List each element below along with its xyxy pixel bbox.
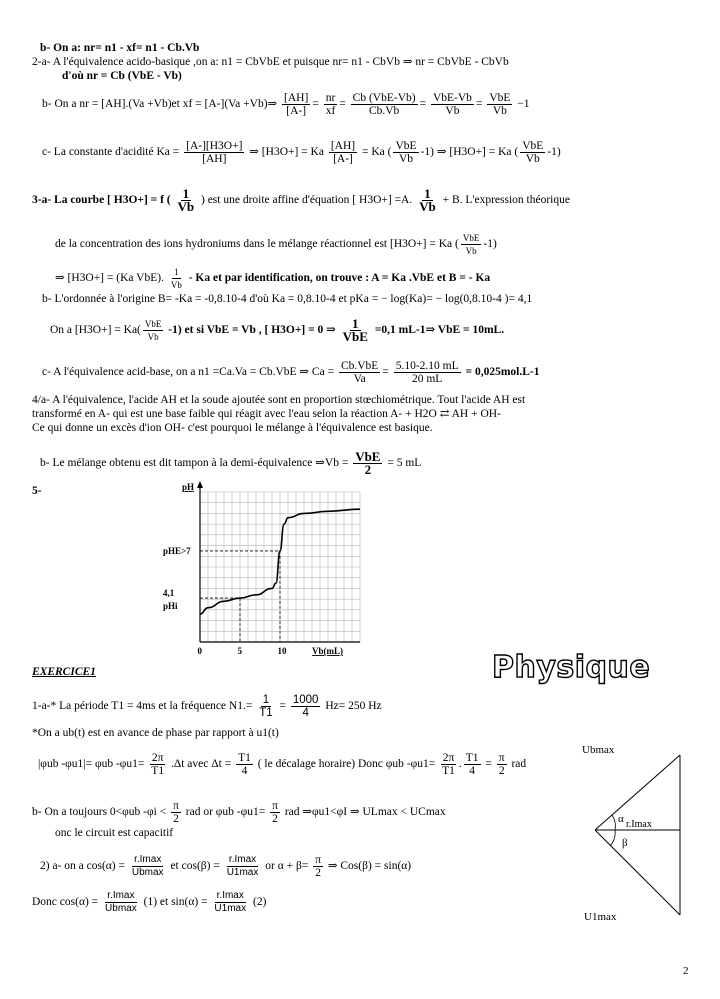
line-4b: b- Le mélange obtenu est dit tampon à la demi-équivalence ⇒Vb = $\frac{\text{VbE}}{2}$ = 5 mL [40,449,422,477]
label-beta: β [622,837,628,849]
x-tick-label: 10 [277,646,287,656]
y-annotation-label: 4,1 [163,588,175,599]
line-3c: c- A l'équivalence acid-base, on a n1 =Ca.Va = Cb.VbE ⇒ Ca = $\frac{\text{Cb.VbE}}{Va}$ = $\frac{5.10-2.10 mL}{20 mL}$ = 0,025mol.L-1 [42,360,540,385]
line-p4: b- On a toujours 0<φub -φi < $\frac{\pi}{2}$ rad or φub -φu1= $\frac{\pi}{2}$ rad ⇒φu1<φI ⇒ ULmax < UCmax [32,800,446,825]
line-p6: 2) a- on a cos(α) = $\frac{r.Imax}{Ubmax}$ et cos(β) = $\frac{r.Imax}{U1\max}$ or α + β= $\frac{\pi}{2}$ ⇒ Cos(β) = sin(α) [40,854,412,879]
line-4a-3: Ce qui donne un excès d'ion OH- c'est pourquoi le mélange à l'équivalence est basique. [32,422,433,434]
vector-triangle [582,744,700,925]
x-tick-label: 5 [237,646,242,656]
y-annotation-label: pHE>7 [163,545,191,556]
line-p3: |φub -φu1|= φub -φu1= $\frac{2\pi}{T1}$ .Δt avec Δt = $\frac{T1}{4}$ ( le décalage horaire) Donc φub -φu1= $\frac{2\pi}{T1}$ . $\frac{T1}{4}$ = $\frac{\pi}{2}$ rad [38,752,527,777]
x-tick-label: 0 [197,646,202,656]
label-alpha: α [618,813,624,825]
y-axis-label: pH [182,482,195,492]
line-2c: c- La constante d'acidité Ka = $\frac{[A-][H3O+]}{[AH]}$ ⇒ [H3O+] = Ka $\frac{[AH]}{[A-]}$ = Ka ( $\frac{\text{VbE}}{Vb}$ -1) ⇒ [H3O+] = Ka ( $\frac{\text{VbE}}{Vb}$ -1) [42,140,561,165]
angle-beta-arc [610,830,615,846]
line-3a-ident: ⇒ [H3O+] = (Ka VbE). $\frac{1}{Vb}$ - Ka et par identification, on trouve : A = Ka .VbE et B = - Ka [55,267,491,290]
page-number: 2 [683,965,689,977]
line-p5: onc le circuit est capacitif [55,827,174,839]
y-annotation-label: pHi [163,601,178,612]
titration-chart [160,478,360,658]
line-3a: 3-a- La courbe [ H3O+] = f ( $\frac{1}{Vb}$ ) est une droite affine d'équation [ H3O+] =A. $\frac{1}{Vb}$ + B. L'expression théorique [32,186,570,214]
line-p7: Donc cos(α) = $\frac{r.Imax}{Ubmax}$ (1) et sin(α) = $\frac{r.Imax}{U1\max}$ (2) [32,890,267,914]
line-nr: b- On a: nr= n1 - xf= n1 - Cb.Vb [40,42,200,54]
exercise-title: EXERCICE1 [32,666,96,678]
x-axis-label: Vb(mL) [312,646,343,656]
line-p2: *On a ub(t) est en avance de phase par rapport à u1(t) [32,727,279,739]
line-4a: 4/a- A l'équivalence, l'acide AH et la soude ajoutée sont en proportion stœchiométrique. Tout l'acide AH est [32,394,526,406]
label-u1max: U1max [584,911,617,923]
label-ubmax: Ubmax [582,744,615,756]
y-axis-arrow [197,481,203,488]
triangle-side-bottom [595,830,680,915]
line-2b: b- On a nr = [AH].(Va +Vb)et xf = [A-](Va +Vb)⇒ $\frac{[AH]}{[A-]}$ = $\frac{nr}{xf}$ = $\frac{\text{Cb (VbE-Vb)}}{Cb.Vb}$ = $\frac{\text{VbE-Vb}}{Vb}$ = $\frac{\text{VbE}}{Vb}$ −1 [42,92,530,117]
line-3a-expr: de la concentration des ions hydroniums dans le mélange réactionnel est [H3O+] = Ka ( $\frac{\text{VbE}}{Vb}$ -1) [55,233,497,256]
line-5: 5- [32,485,42,497]
chart-marks [163,509,360,656]
label-rimax: r.Imax [626,819,652,830]
angle-alpha-arc [612,815,615,830]
line-2a: 2-a- A l'équivalence acido-basique ,on a: n1 = CbVbE et puisque nr= n1 - CbVb ⇒ nr = CbVbE - CbVb [32,56,509,68]
line-3b-eq: On a [H3O+] = Ka( $\frac{\text{VbE}}{Vb}$ -1) et si VbE = Vb , [ H3O+] = 0 ⇒ $\frac{1}{\text{VbE}}$ =0,1 mL-1⇒ VbE = 10mL. [50,316,505,344]
line-4a-2: transformé en A- qui est une base faible qui réagit avec l'eau selon la réaction A- + H2O ⇄ AH + OH- [32,408,501,420]
line-2a-cont: d'où nr = Cb (VbE - Vb) [62,70,182,82]
line-3b: b- L'ordonnée à l'origine B= -Ka = -0,8.10-4 d'où Ka = 0,8.10-4 et pKa = − log(Ka)= − log(0,8.10-4 )= 4,1 [42,293,533,305]
physique-heading: Physique [492,650,651,685]
line-p1a: 1-a-* La période T1 = 4ms et la fréquence N1.= $\frac{1}{T1}$ = $\frac{1000}{4}$ Hz= 250 Hz [32,694,382,719]
